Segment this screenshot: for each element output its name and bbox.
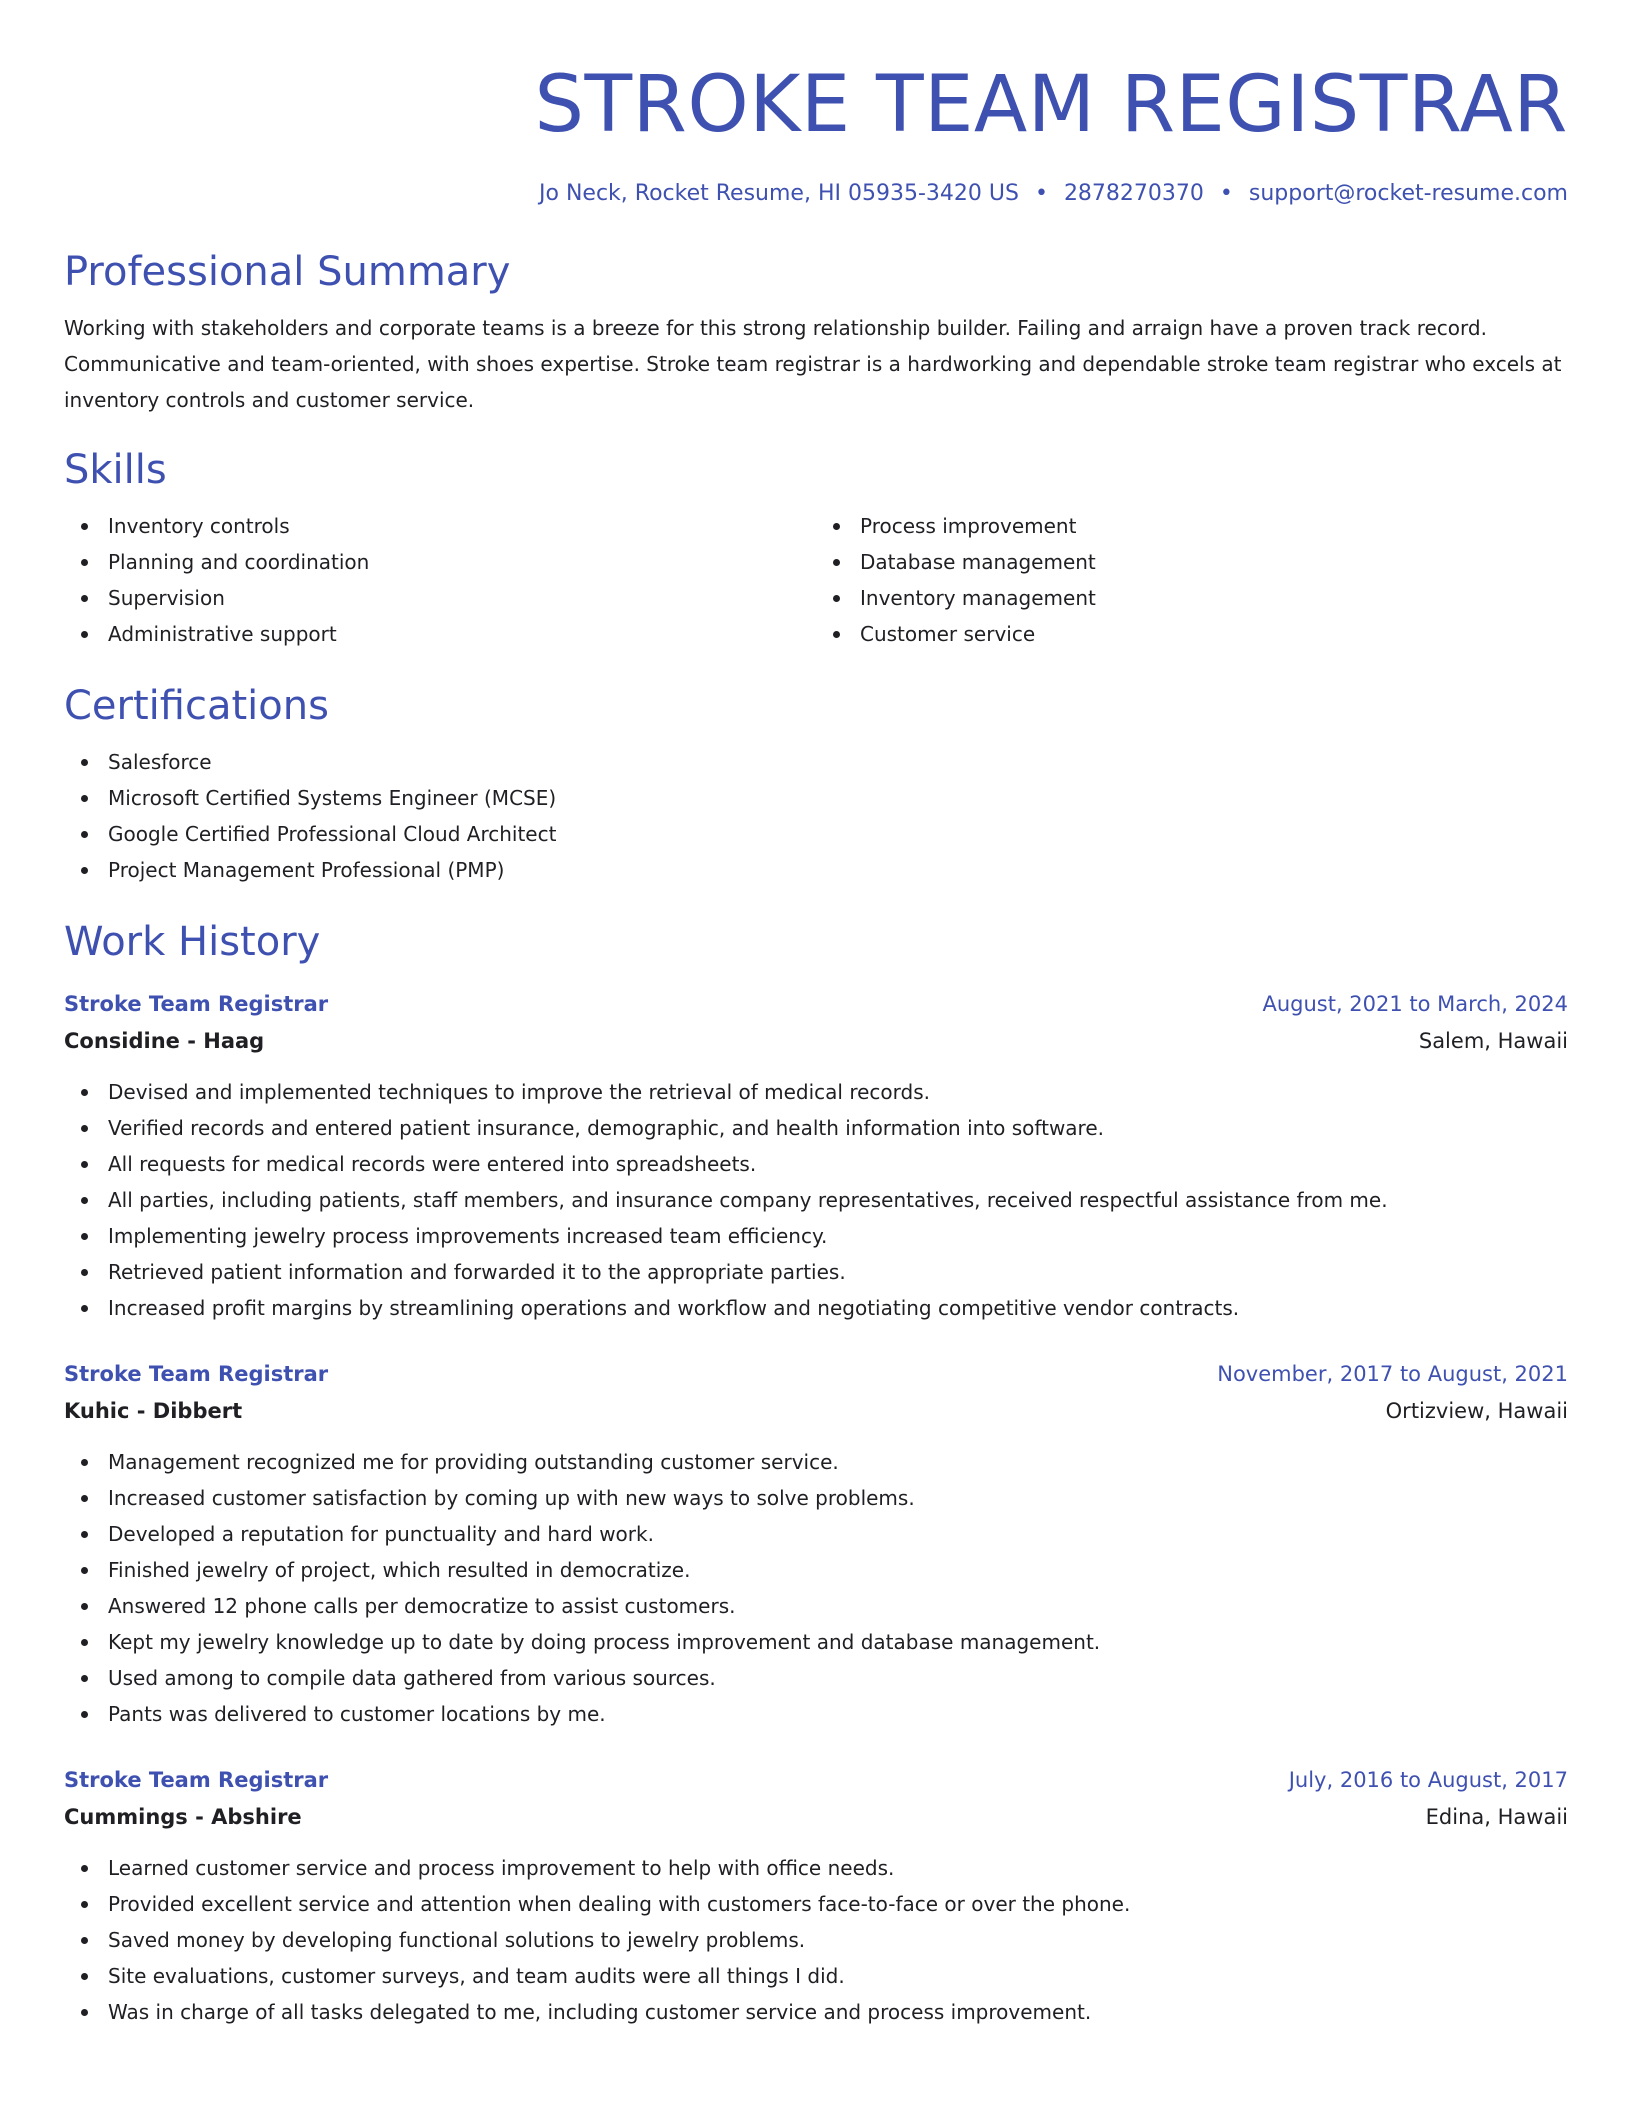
- contact-separator: •: [1034, 181, 1048, 206]
- job-duty-item: Devised and implemented techniques to improve the retrieval of medical records.: [64, 1074, 1568, 1110]
- job-company: Cummings - Abshire: [64, 1805, 302, 1829]
- skills-grid: [64, 508, 1568, 652]
- job-duties-list: [64, 1444, 1568, 1732]
- candidate-name: STROKE TEAM REGISTRAR: [534, 60, 1568, 150]
- contact-separator: •: [1219, 181, 1233, 206]
- skill-item: Database management: [816, 544, 1568, 580]
- job-duty-item: All requests for medical records were entered into spreadsheets.: [64, 1146, 1568, 1182]
- job-duty-item: Retrieved patient information and forwarded it to the appropriate parties.: [64, 1254, 1568, 1290]
- job-duty-item: Answered 12 phone calls per democratize to assist customers.: [64, 1588, 1568, 1624]
- job-company-row: [64, 1392, 1568, 1430]
- skills-column-right: [816, 508, 1568, 652]
- job-duty-item: Verified records and entered patient insurance, demographic, and health information into software.: [64, 1110, 1568, 1146]
- certification-item: Microsoft Certified Systems Engineer (MCSE): [64, 780, 1568, 816]
- job-duty-item: Used among to compile data gathered from various sources.: [64, 1660, 1568, 1696]
- skill-item: Planning and coordination: [64, 544, 816, 580]
- job-duty-item: Developed a reputation for punctuality and hard work.: [64, 1516, 1568, 1552]
- job-title: Stroke Team Registrar: [64, 1768, 329, 1792]
- summary-section: [64, 246, 1568, 418]
- job-duty-item: Pants was delivered to customer locations by me.: [64, 1696, 1568, 1732]
- job-title: Stroke Team Registrar: [64, 1362, 329, 1386]
- job-duty-item: Increased customer satisfaction by coming up with new ways to solve problems.: [64, 1480, 1568, 1516]
- job-header-row: [64, 1356, 1568, 1392]
- job-duties-list: [64, 1074, 1568, 1326]
- job-duty-item: Saved money by developing functional solutions to jewelry problems.: [64, 1922, 1568, 1958]
- job-entry: [64, 1356, 1568, 1732]
- section-title-certifications: Certifications: [64, 683, 329, 729]
- skill-item: Inventory controls: [64, 508, 816, 544]
- job-duty-item: Learned customer service and process improvement to help with office needs.: [64, 1850, 1568, 1886]
- resume-header: [64, 0, 1568, 210]
- job-duty-item: All parties, including patients, staff members, and insurance company representatives, received respectful assistance from me.: [64, 1182, 1568, 1218]
- skills-column-left: [64, 508, 816, 652]
- skill-item: Customer service: [816, 616, 1568, 652]
- job-duty-item: Was in charge of all tasks delegated to me, including customer service and process improvement.: [64, 1994, 1568, 2030]
- job-duty-item: Finished jewelry of project, which resulted in democratize.: [64, 1552, 1568, 1588]
- skills-list-left: [64, 508, 816, 652]
- job-location: Edina, Hawaii: [1425, 1805, 1568, 1829]
- job-company: Considine - Haag: [64, 1029, 265, 1053]
- contact-phone: 2878270370: [1063, 181, 1204, 206]
- certifications-list: [64, 744, 1568, 888]
- job-duty-item: Provided excellent service and attention when dealing with customers face-to-face or over the phone.: [64, 1886, 1568, 1922]
- certifications-section: [64, 680, 1568, 888]
- work-history-section: [64, 916, 1568, 2030]
- job-duty-item: Site evaluations, customer surveys, and team audits were all things I did.: [64, 1958, 1568, 1994]
- skill-item: Administrative support: [64, 616, 816, 652]
- job-header-row: [64, 986, 1568, 1022]
- job-location: Salem, Hawaii: [1418, 1029, 1568, 1053]
- skill-item: Supervision: [64, 580, 816, 616]
- skill-item: Process improvement: [816, 508, 1568, 544]
- contact-line: [64, 178, 1568, 210]
- job-entry: [64, 986, 1568, 1326]
- section-title-skills: Skills: [64, 447, 167, 493]
- job-title: Stroke Team Registrar: [64, 992, 329, 1016]
- skills-section: [64, 444, 1568, 652]
- section-title-work-history: Work History: [64, 919, 321, 965]
- job-duties-list: [64, 1850, 1568, 2030]
- certification-item: Salesforce: [64, 744, 1568, 780]
- summary-text: Working with stakeholders and corporate teams is a breeze for this strong relationship builder. Failing and arraign have a proven track record. Communicative and team-oriented, with shoes expertise. Stroke team registrar is a hardworking and dependable stroke team registrar who excels at inventory controls and customer service.: [64, 316, 1562, 412]
- job-dates: August, 2021 to March, 2024: [1262, 992, 1568, 1016]
- job-dates: July, 2016 to August, 2017: [1288, 1768, 1568, 1792]
- job-duty-item: Implementing jewelry process improvements increased team efficiency.: [64, 1218, 1568, 1254]
- job-duty-item: Management recognized me for providing outstanding customer service.: [64, 1444, 1568, 1480]
- contact-email: support@rocket-resume.com: [1248, 181, 1568, 206]
- certification-item: Project Management Professional (PMP): [64, 852, 1568, 888]
- job-location: Ortizview, Hawaii: [1385, 1399, 1568, 1423]
- job-company-row: [64, 1798, 1568, 1836]
- certification-item: Google Certified Professional Cloud Architect: [64, 816, 1568, 852]
- job-company: Kuhic - Dibbert: [64, 1399, 243, 1423]
- skills-list-right: [816, 508, 1568, 652]
- job-duty-item: Increased profit margins by streamlining operations and workflow and negotiating competitive vendor contracts.: [64, 1290, 1568, 1326]
- job-header-row: [64, 1762, 1568, 1798]
- job-duty-item: Kept my jewelry knowledge up to date by doing process improvement and database management.: [64, 1624, 1568, 1660]
- job-entry: [64, 1762, 1568, 2030]
- contact-address: Jo Neck, Rocket Resume, HI 05935-3420 US: [539, 181, 1019, 206]
- job-company-row: [64, 1022, 1568, 1060]
- section-title-summary: Professional Summary: [64, 249, 511, 295]
- job-dates: November, 2017 to August, 2021: [1217, 1362, 1568, 1386]
- skill-item: Inventory management: [816, 580, 1568, 616]
